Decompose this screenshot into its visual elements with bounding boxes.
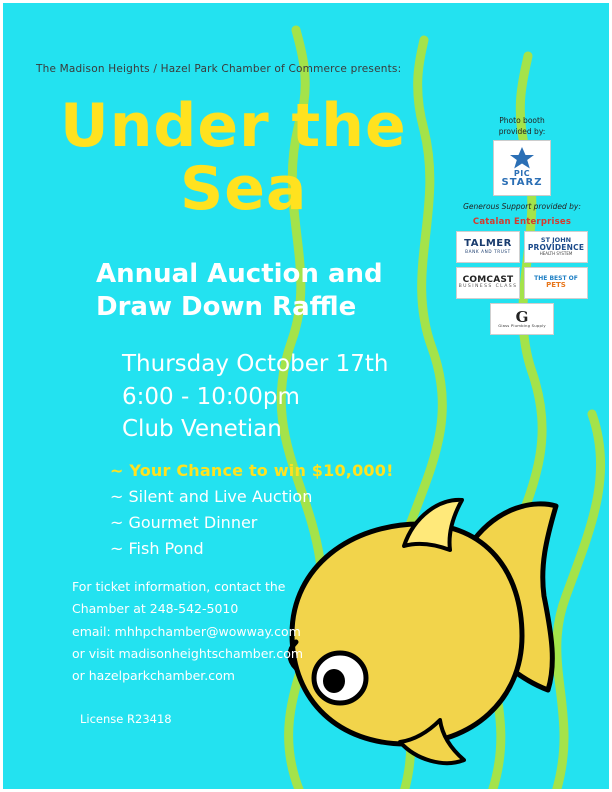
feature-list (110, 458, 430, 562)
title-line-2: Sea (180, 154, 308, 224)
talmer-line-1: TALMER (464, 238, 512, 250)
event-venue: Club Venetian (122, 416, 282, 443)
presenter-line: The Madison Heights / Hazel Park Chamber of Commerce presents: (36, 63, 402, 75)
stjohn-line-1: ST JOHN (540, 236, 572, 245)
pic-starz-line-1: PIC (513, 169, 531, 179)
event-subtitle (96, 258, 476, 323)
sponsor-column (452, 116, 592, 335)
pic-starz-wordmark (502, 170, 543, 189)
photo-booth-caption (452, 116, 592, 137)
subtitle-line-2: Draw Down Raffle (96, 291, 357, 322)
event-time: 6:00 - 10:00pm (122, 383, 300, 410)
photo-booth-caption-line-2: provided by: (498, 126, 546, 136)
bestpets-line-2: PETS (546, 281, 566, 290)
support-caption-line-1: Generous Support (463, 202, 532, 211)
glass-supply-line-1: G (515, 307, 529, 326)
logo-best-of-pets (524, 267, 588, 299)
event-date: Thursday October 17th (122, 351, 389, 377)
logo-comcast (456, 267, 520, 299)
headline-sponsor-name: Catalan Enterprises (472, 216, 572, 227)
logo-talmer (456, 231, 520, 263)
stjohn-line-2: PROVIDENCE (527, 243, 585, 253)
logo-glass-supply (490, 303, 554, 335)
page-title (60, 91, 480, 224)
feature-item-auction: ~ Silent and Live Auction (110, 486, 313, 506)
stjohn-line-3: HEALTH SYSTEM (539, 251, 573, 257)
contact-website-1: or visit madisonheightschamber.com (72, 645, 304, 661)
contact-line-2: Chamber at 248-542-5010 (72, 601, 239, 617)
comcast-line-2: BUSINESS CLASS (458, 284, 518, 290)
support-caption (452, 202, 592, 213)
license-number: License R23418 (80, 712, 172, 726)
comcast-line-1: COMCAST (462, 274, 514, 285)
sponsor-logo-grid (452, 231, 592, 335)
pic-starz-line-2: STARZ (501, 177, 543, 189)
feature-item-fish-pond: ~ Fish Pond (110, 538, 204, 558)
logo-pic-starz (493, 140, 551, 196)
contact-line-1: For ticket information, contact the (72, 579, 286, 594)
contact-block (72, 576, 372, 687)
support-caption-line-2: provided by: (533, 202, 581, 211)
subtitle-line-1: Annual Auction and (96, 259, 383, 289)
title-line-1: Under the (60, 91, 407, 161)
contact-email: email: mhhpchamber@wowway.com (72, 623, 301, 639)
photo-booth-caption-line-1: Photo booth (499, 116, 545, 125)
contact-website-2: or hazelparkchamber.com (72, 668, 235, 683)
event-details (122, 348, 452, 446)
bestpets-line-1: THE BEST OF (534, 275, 578, 283)
logo-st-john-providence (524, 231, 588, 263)
feature-item-dinner: ~ Gourmet Dinner (110, 512, 258, 532)
feature-item-prize: ~ Your Chance to win $10,000! (110, 461, 394, 480)
talmer-line-2: BANK AND TRUST (465, 248, 511, 254)
glass-supply-line-2: Glass Plumbing Supply (498, 323, 546, 328)
star-icon (509, 147, 535, 169)
